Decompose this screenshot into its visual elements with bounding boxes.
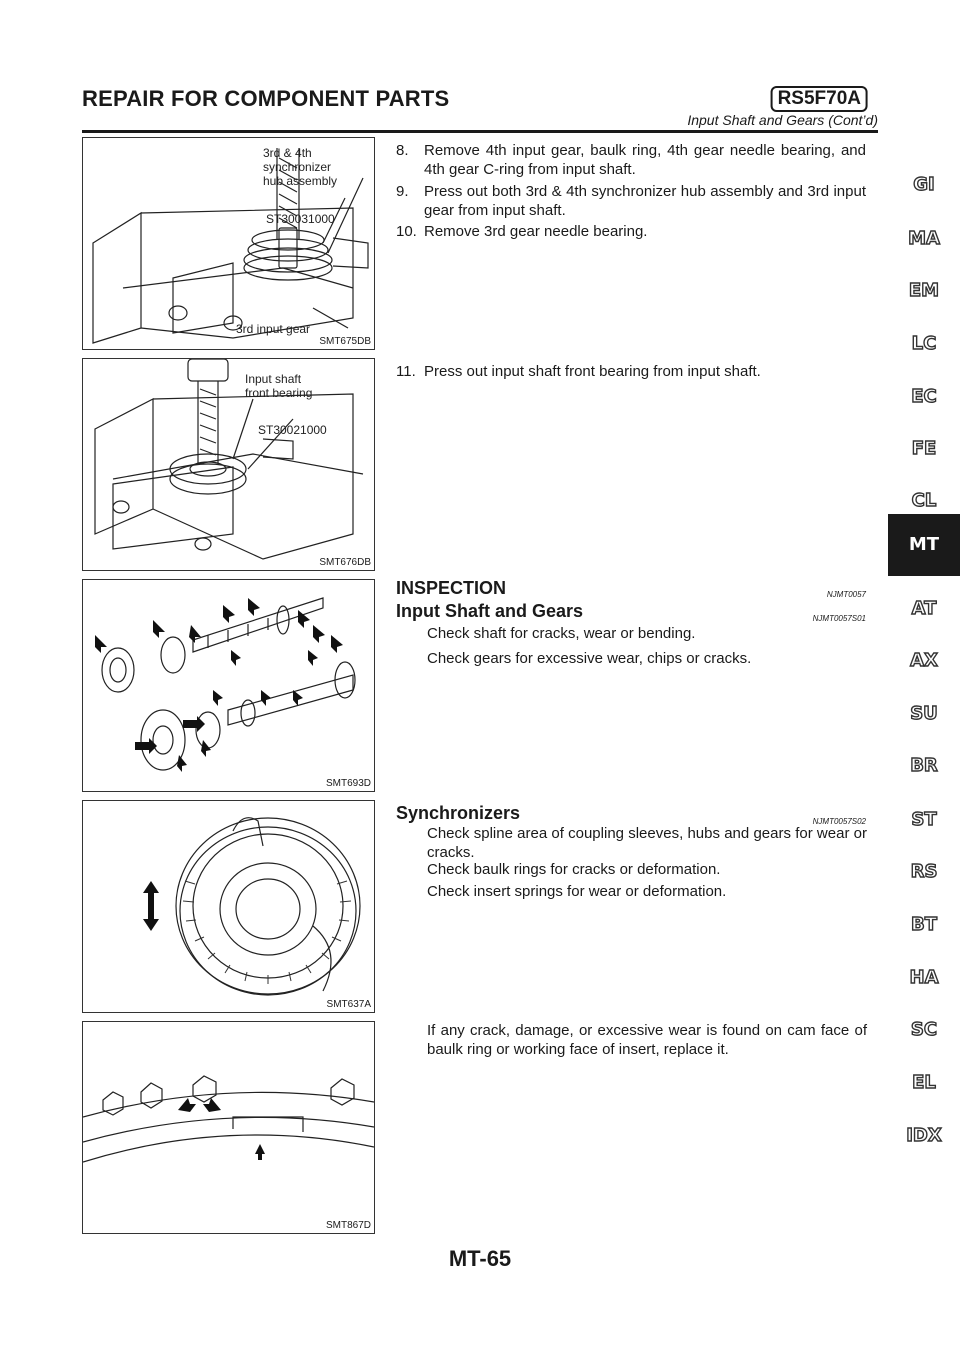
label-front-bearing: front bearing — [245, 386, 313, 400]
inspection-item: Check shaft for cracks, wear or bending. — [427, 625, 696, 642]
baulk-ring-cam-face-illustration — [83, 1022, 374, 1233]
figure-caption: SMT676DB — [319, 557, 371, 568]
step-text: Remove 3rd gear needle bearing. — [424, 223, 648, 240]
label-st30021000: ST30021000 — [258, 423, 327, 437]
step-8 — [396, 141, 866, 179]
figure-smt693d — [82, 579, 375, 792]
synchronizers-ref: NJMT0057S02 — [812, 817, 866, 826]
figure-smt637a — [82, 800, 375, 1013]
side-tab-bt[interactable]: BT — [911, 914, 937, 935]
side-tab-el[interactable]: EL — [912, 1072, 936, 1093]
side-tab-su[interactable]: SU — [910, 703, 938, 724]
step-10 — [396, 222, 866, 241]
step-text: Press out both 3rd & 4th synchronizer hub assembly and 3rd input gear from input shaft. — [424, 183, 866, 219]
synchronizers-heading: Synchronizers — [396, 803, 521, 823]
side-tab-at[interactable]: AT — [911, 598, 937, 619]
step-number: 10. — [396, 223, 417, 240]
transmission-code-badge: RS5F70A — [771, 86, 868, 112]
step-text: Press out input shaft front bearing from input shaft. — [424, 363, 761, 380]
side-tab-rs[interactable]: RS — [910, 861, 938, 882]
figure-caption: SMT867D — [325, 1220, 371, 1231]
inspection-heading: INSPECTION — [396, 578, 507, 598]
step-number: 8. — [396, 142, 409, 159]
side-tab-cl[interactable]: CL — [911, 490, 937, 511]
side-tab-ax[interactable]: AX — [910, 650, 938, 671]
page-number: MT-65 — [448, 1246, 512, 1271]
shaft-gears-inspection-illustration — [83, 580, 374, 791]
label-3rd-4th: 3rd & 4th — [263, 146, 312, 160]
side-tab-ma[interactable]: MA — [908, 228, 940, 249]
label-input-shaft: Input shaft — [245, 372, 302, 386]
figure-caption: SMT693D — [325, 778, 371, 789]
step-number: 9. — [396, 183, 409, 200]
page-header — [82, 82, 878, 130]
input-shaft-gears-heading: Input Shaft and Gears — [396, 601, 584, 621]
side-tab-fe[interactable]: FE — [911, 438, 937, 459]
figure-smt867d — [82, 1021, 375, 1234]
side-tab-gi[interactable]: GI — [913, 174, 935, 195]
step-9 — [396, 182, 866, 220]
replacement-note: If any crack, damage, or excessive wear is found on cam face of baulk ring or working face of insert, replace it. — [427, 1022, 867, 1058]
header-rule — [82, 130, 878, 133]
side-tab-lc[interactable]: LC — [911, 333, 937, 354]
synchronizer-inspection-illustration — [83, 801, 374, 1012]
step-number: 11. — [396, 363, 416, 380]
input-shaft-gears-ref: NJMT0057S01 — [812, 614, 866, 623]
label-3rd-input-gear: 3rd input gear — [236, 322, 311, 336]
side-tab-ec[interactable]: EC — [911, 386, 937, 407]
figure-smt675db — [82, 137, 375, 350]
side-tab-ha[interactable]: HA — [909, 967, 939, 988]
synchronizer-item: Check insert springs for wear or deformation. — [427, 883, 727, 900]
label-synchronizer: synchronizer — [263, 160, 332, 174]
inspection-item: Check gears for excessive wear, chips or cracks. — [427, 650, 752, 667]
side-tab-sc[interactable]: SC — [910, 1019, 938, 1040]
figure-smt676db — [82, 358, 375, 571]
section-subtitle: Input Shaft and Gears (Cont’d) — [687, 112, 878, 128]
press-bearing-illustration — [83, 359, 374, 570]
synchronizer-item: Check baulk rings for cracks or deformation. — [427, 861, 721, 878]
side-tab-st[interactable]: ST — [911, 809, 937, 830]
side-tab-idx[interactable]: IDX — [906, 1125, 942, 1146]
figure-caption: SMT637A — [326, 999, 371, 1010]
side-tab-br[interactable]: BR — [910, 755, 938, 776]
side-tab-mt-active[interactable]: MT — [888, 514, 960, 576]
label-hub-assembly: hub assembly — [263, 174, 338, 188]
synchronizer-item: Check spline area of coupling sleeves, hubs and gears for wear or cracks. — [427, 825, 867, 861]
inspection-ref: NJMT0057 — [826, 590, 866, 599]
side-tab-em[interactable]: EM — [908, 280, 940, 301]
figure-caption: SMT675DB — [319, 336, 371, 347]
section-title: REPAIR FOR COMPONENT PARTS — [82, 86, 450, 111]
step-11 — [396, 362, 866, 381]
label-st30031000: ST30031000 — [266, 212, 335, 226]
step-text: Remove 4th input gear, baulk ring, 4th gear needle bearing, and 4th gear C-ring from input shaft. — [424, 142, 866, 178]
